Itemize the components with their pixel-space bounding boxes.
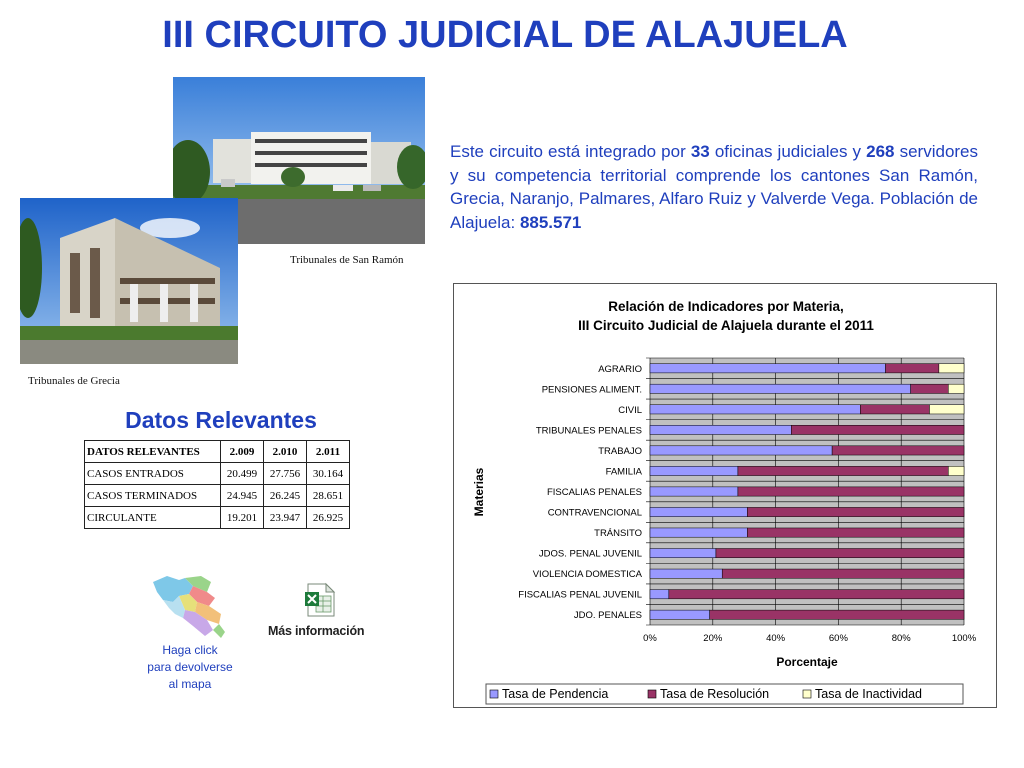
- more-info-link[interactable]: [268, 582, 378, 638]
- category-label: PENSIONES ALIMENT.: [541, 384, 642, 396]
- back-to-map-link[interactable]: [135, 572, 245, 693]
- bar-segment: [650, 507, 747, 516]
- bar-segment: [650, 548, 716, 557]
- bar-segment: [710, 610, 964, 619]
- table-header: 2.010: [264, 441, 307, 463]
- table-cell: 20.499: [221, 463, 264, 485]
- page-title: III CIRCUITO JUDICIAL DE ALAJUELA: [162, 14, 848, 56]
- category-label: VIOLENCIA DOMESTICA: [532, 569, 642, 581]
- intro-text-1: Este circuito está integrado por: [450, 142, 691, 161]
- legend-swatch: [648, 690, 656, 698]
- category-label: JDO. PENALES: [573, 610, 642, 622]
- bar-segment: [650, 487, 738, 496]
- bar-segment: [738, 487, 964, 496]
- bar-segment: [650, 466, 738, 475]
- intro-paragraph: [450, 140, 978, 234]
- x-tick-label: 0%: [643, 633, 657, 644]
- bar-segment: [669, 590, 964, 599]
- bar-segment: [650, 446, 832, 455]
- indicators-chart: [453, 283, 997, 708]
- legend-entry: Tasa de Resolución: [660, 687, 770, 701]
- category-label: FISCALIAS PENALES: [546, 487, 642, 498]
- x-tick-label: 60%: [828, 633, 848, 644]
- datos-heading: Datos Relevantes: [125, 407, 317, 433]
- category-labels: [518, 364, 642, 621]
- x-tick-labels: [643, 633, 977, 644]
- office-count: 33: [690, 142, 710, 161]
- grecia-courthouse-photo: [20, 198, 238, 364]
- intro-text-3: servidores y su competencia territorial comprende los cantones San Ramón, Grecia, Naranjo, Palmares, Alfaro Ruiz y Valverde Vega. Población de Alajuela:: [450, 142, 979, 232]
- table-cell: 19.201: [221, 507, 264, 529]
- table-cell: 24.945: [221, 485, 264, 507]
- table-cell: 26.925: [307, 507, 350, 529]
- chart-subtitle: III Circuito Judicial de Alajuela durante el 2011: [578, 318, 874, 333]
- x-tick-label: 40%: [766, 633, 786, 644]
- map-label-line-3[interactable]: al mapa: [168, 677, 212, 691]
- datos-table: [84, 440, 350, 529]
- bar-segment: [738, 466, 948, 475]
- table-cell: 28.651: [307, 485, 350, 507]
- y-axis-label: Materias: [472, 467, 486, 517]
- bar-segment: [911, 384, 949, 393]
- bar-segment: [791, 425, 964, 434]
- bar-segment: [650, 405, 860, 414]
- x-tick-label: 80%: [891, 633, 911, 644]
- x-tick-label: 100%: [951, 633, 977, 644]
- table-row: [85, 485, 350, 507]
- bar-segment: [747, 507, 964, 516]
- table-cell: CIRCULANTE: [85, 507, 221, 529]
- table-cell: 23.947: [264, 507, 307, 529]
- bar-segment: [948, 384, 964, 393]
- x-tick-label: 20%: [703, 633, 723, 644]
- category-label: FISCALIAS PENAL JUVENIL: [518, 589, 642, 601]
- chart-title: Relación de Indicadores por Materia,: [608, 299, 844, 314]
- table-header: 2.011: [307, 441, 350, 463]
- table-cell: 27.756: [264, 463, 307, 485]
- category-label: CIVIL: [618, 404, 642, 416]
- bar-segment: [860, 405, 929, 414]
- bar-segment: [747, 528, 964, 537]
- table-cell: CASOS ENTRADOS: [85, 463, 221, 485]
- costa-rica-map-icon[interactable]: [149, 572, 231, 640]
- excel-file-icon[interactable]: [302, 582, 338, 618]
- grecia-photo-caption: Tribunales de Grecia: [28, 375, 120, 387]
- bar-segment: [650, 384, 911, 393]
- bar-segment: [650, 364, 886, 373]
- bar-segment: [929, 405, 964, 414]
- category-label: AGRARIO: [598, 363, 642, 375]
- table-cell: 26.245: [264, 485, 307, 507]
- table-header: DATOS RELEVANTES: [85, 441, 221, 463]
- category-label: FAMILIA: [605, 466, 642, 478]
- back-to-map-label[interactable]: [135, 642, 245, 693]
- category-label: JDOS. PENAL JUVENIL: [538, 548, 642, 560]
- legend-swatch: [490, 690, 498, 698]
- indicators-chart-svg: [454, 284, 998, 709]
- category-label: TRIBUNALES PENALES: [535, 425, 642, 437]
- bar-segment: [650, 610, 710, 619]
- server-count: 268: [866, 142, 895, 161]
- bar-segment: [650, 528, 747, 537]
- bar-segment: [650, 590, 669, 599]
- table-header: 2.009: [221, 441, 264, 463]
- table-cell: CASOS TERMINADOS: [85, 485, 221, 507]
- legend: [490, 687, 922, 701]
- population-value: 885.571: [519, 212, 582, 232]
- intro-text-2: oficinas judiciales y: [709, 142, 867, 161]
- category-label: TRÁNSITO: [594, 528, 642, 540]
- sanramon-photo-caption: Tribunales de San Ramón: [290, 254, 404, 266]
- category-label: TRABAJO: [598, 445, 642, 457]
- table-cell: 30.164: [307, 463, 350, 485]
- table-row: [85, 507, 350, 529]
- legend-swatch: [803, 690, 811, 698]
- x-axis-label: Porcentaje: [776, 655, 838, 669]
- map-label-line-1[interactable]: Haga click: [162, 643, 218, 657]
- bar-segment: [716, 548, 964, 557]
- bar-segment: [832, 446, 964, 455]
- bar-segment: [722, 569, 964, 578]
- table-header-row: [85, 441, 350, 463]
- bar-segment: [948, 466, 964, 475]
- table-row: [85, 463, 350, 485]
- map-label-line-2[interactable]: para devolverse: [147, 660, 233, 674]
- bar-segment: [650, 425, 791, 434]
- legend-entry: Tasa de Inactividad: [815, 687, 923, 701]
- category-label: CONTRAVENCIONAL: [547, 507, 642, 519]
- more-info-label[interactable]: Más información: [268, 624, 365, 638]
- bar-segment: [886, 364, 939, 373]
- bar-segment: [650, 569, 722, 578]
- legend-entry: Tasa de Pendencia: [502, 687, 609, 701]
- bar-segment: [939, 364, 964, 373]
